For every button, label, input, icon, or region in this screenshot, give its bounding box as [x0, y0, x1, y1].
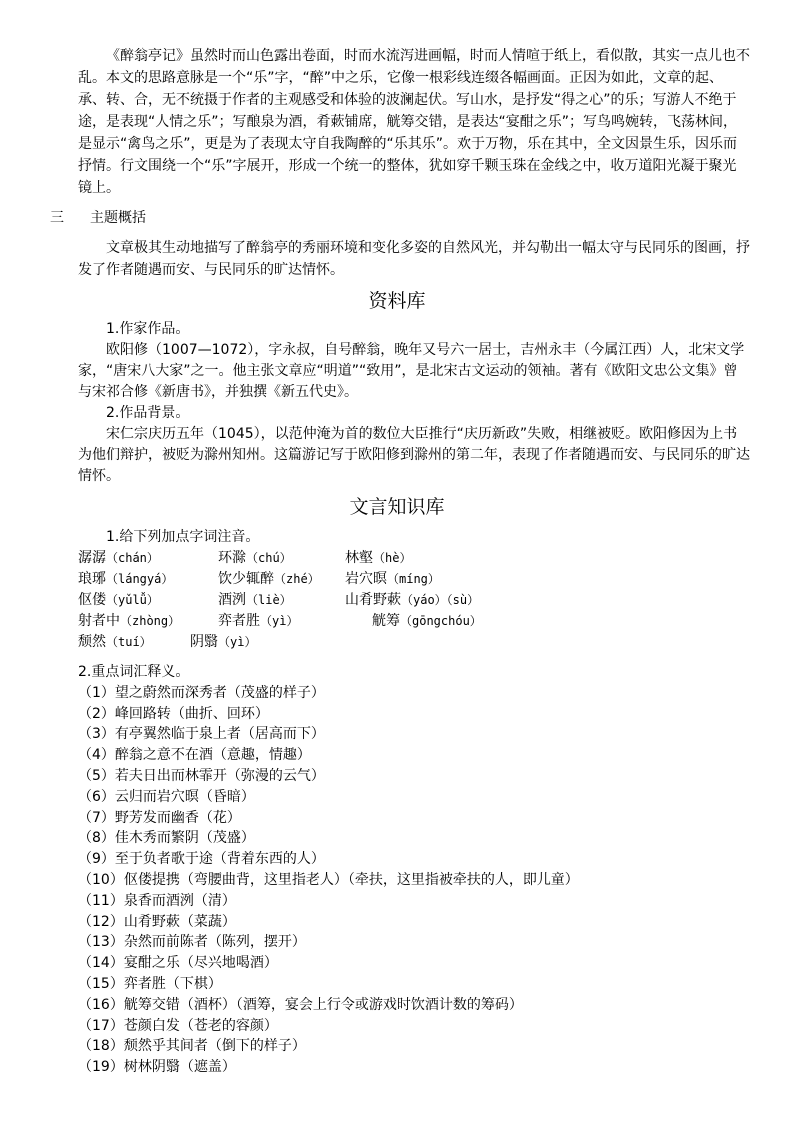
vocab-list	[78, 662, 579, 1078]
author-works-title: 1.作家作品。	[106, 321, 190, 337]
phonetic-pinyin: （chán）	[106, 551, 159, 565]
phonetic-pinyin: （gōngchóu）	[400, 614, 482, 628]
phonetic-word: 颓然	[78, 634, 106, 650]
phonetic-title-text: 1.给下列加点字词注音。	[106, 529, 260, 545]
phonetic-item	[78, 632, 152, 653]
background-title: 2.作品背景。	[106, 405, 190, 421]
vocab-item: （7）野芳发而幽香（花）	[78, 809, 241, 826]
vocab-item: （16）觥筹交错（酒杯）（酒筹，宴会上行令或游戏时饮酒计数的筹码）	[78, 996, 523, 1013]
vocab-item: （12）山肴野蔌（菜蔬）	[78, 913, 236, 930]
vocab-item: （11）泉香而酒洌（清）	[78, 892, 236, 909]
vocab-item: （15）弈者胜（下棋）	[78, 975, 222, 992]
phonetic-pinyin: （hè）	[373, 551, 412, 565]
vocab-item: （18）颓然乎其间者（倒下的样子）	[78, 1038, 306, 1055]
phonetic-word: 弈者胜	[218, 613, 260, 629]
phonetic-pinyin: （míng）	[387, 572, 440, 586]
phonetic-title	[78, 527, 758, 548]
intro-paragraph: 《醉翁亭记》虽然时而山色露出卷面，时而水流泻进画幅，时而人情喧于纸上，看似散，其实一点儿也不乱。本文的思路意脉是一个“乐”字，“醉”中之乐，它像一根彩线连缀各幅画面。正因为如此，文章的起、承、转、合，无不统摄于作者的主观感受和体验的波澜起伏。写山水，是抒发“得之心”的乐；写游人不绝于途，是表现“人情之乐”；写酿泉为酒，肴蔌铺席，觥筹交错，是表达“宴酣之乐”；写鸟鸣婉转，飞荡林间，是显示“禽鸟之乐”，更是为了表现太守自我陶醉的“乐其乐”。欢于万物，乐在其中，全文因景生乐，因乐而抒情。行文围绕一个“乐”字展开，形成一个统一的整体，犹如穿千颗玉珠在金线之中，收万道阳光凝于聚光镜上。	[78, 48, 750, 196]
vocab-item: （17）苍颜白发（苍老的容颜）	[78, 1017, 278, 1034]
phonetic-word: 伛偻	[78, 592, 106, 608]
vocab-item: （1）望之蔚然而深秀者（茂盛的样子）	[78, 684, 325, 701]
phonetic-pinyin: （liè）	[246, 593, 292, 607]
vocab-title: 2.重点词汇释义。	[78, 664, 190, 680]
background-text: 宋仁宗庆历五年（1045），以范仲淹为首的数位大臣推行“庆历新政”失败，相继被贬。欧阳修因为上书为他们辩护，被贬为滁州知州。这篇游记写于欧阳修到滁州的第二年，表现了作者随遇而安、与民同乐的旷达情怀。	[78, 426, 750, 484]
ziliao-section	[78, 319, 758, 487]
vocab-item: （13）杂然而前陈者（陈列，摆开）	[78, 934, 306, 951]
section-number: 三	[50, 210, 64, 226]
phonetic-item	[78, 569, 173, 590]
vocab-item: （19）树林阴翳（遮盖）	[78, 1059, 236, 1076]
phonetic-word: 酒洌	[218, 592, 246, 608]
phonetic-word: 阴翳	[190, 634, 218, 650]
theme-paragraph: 文章极其生动地描写了醉翁亭的秀丽环境和变化多姿的自然风光，并勾勒出一幅太守与民同乐的图画，抒发了作者随遇而安、与民同乐的旷达情怀。	[78, 240, 750, 278]
phonetic-pinyin: （zhé）	[274, 572, 320, 586]
phonetic-word: 山肴野蔌	[345, 592, 401, 608]
phonetic-word: 潺潺	[78, 550, 106, 566]
phonetic-item	[372, 611, 482, 632]
phonetic-item	[78, 590, 159, 611]
phonetic-pinyin: （lángyá）	[106, 572, 174, 586]
author-works-text: 欧阳修（1007—1072），字永叔，自号醉翁，晚年又号六一居士，吉州永丰（今属江西）人，北宋文学家，“唐宋八大家”之一。他主张文章应“明道”“致用”，是北宋古文运动的领袖。著有《欧阳文忠公文集》曾与宋祁合修《新唐书》，并独撰《新五代史》。	[78, 342, 745, 400]
phonetic-word: 射者中	[78, 613, 120, 629]
phonetic-pinyin: （tuí）	[106, 635, 152, 649]
phonetic-pinyin: （chú）	[246, 551, 292, 565]
phonetic-pinyin: （yǔlǚ）	[106, 593, 159, 607]
phonetic-word: 环滁	[218, 550, 246, 566]
phonetic-item	[218, 611, 298, 632]
section-title: 主题概括	[90, 210, 146, 226]
vocab-item: （8）佳木秀而繁阴（茂盛）	[78, 830, 255, 847]
phonetic-word: 林壑	[345, 550, 373, 566]
phonetic-pinyin: （zhòng）	[120, 614, 181, 628]
phonetic-item	[218, 548, 292, 569]
phonetic-item	[78, 611, 180, 632]
phonetic-item	[218, 590, 292, 611]
vocab-item: （5）若夫日出而林霏开（弥漫的云气）	[78, 767, 325, 784]
phonetic-pinyin: （yì）	[218, 635, 257, 649]
vocab-item: （6）云归而岩穴暝（昏暗）	[78, 788, 255, 805]
wenyan-heading: 文言知识库	[349, 496, 445, 518]
phonetic-word: 岩穴暝	[345, 571, 387, 587]
phonetic-word: 饮少辄醉	[218, 571, 274, 587]
phonetic-word: 觥筹	[372, 613, 400, 629]
phonetic-word: 琅琊	[78, 571, 106, 587]
phonetic-item	[78, 548, 159, 569]
vocab-item: （4）醉翁之意不在酒（意趣，情趣）	[78, 747, 311, 764]
vocab-item: （10）伛偻提携（弯腰曲背，这里指老人）（牵扶，这里指被牵扶的人，即儿童）	[78, 871, 579, 888]
phonetic-item	[345, 590, 479, 611]
vocab-item: （14）宴酣之乐（尽兴地喝酒）	[78, 955, 278, 972]
phonetic-item	[218, 569, 320, 590]
phonetic-item	[345, 548, 411, 569]
phonetic-pinyin: （yáo）（sù）	[401, 593, 480, 607]
phonetic-pinyin: （yì）	[260, 614, 299, 628]
vocab-item: （2）峰回路转（曲折、回环）	[78, 705, 269, 722]
section-heading-theme	[50, 208, 146, 228]
phonetic-item	[345, 569, 440, 590]
ziliao-heading: 资料库	[368, 290, 426, 312]
vocab-item: （9）至于负者歌于途（背着东西的人）	[78, 851, 325, 868]
vocab-item: （3）有亭翼然临于泉上者（居高而下）	[78, 726, 325, 743]
phonetic-item	[190, 632, 256, 653]
